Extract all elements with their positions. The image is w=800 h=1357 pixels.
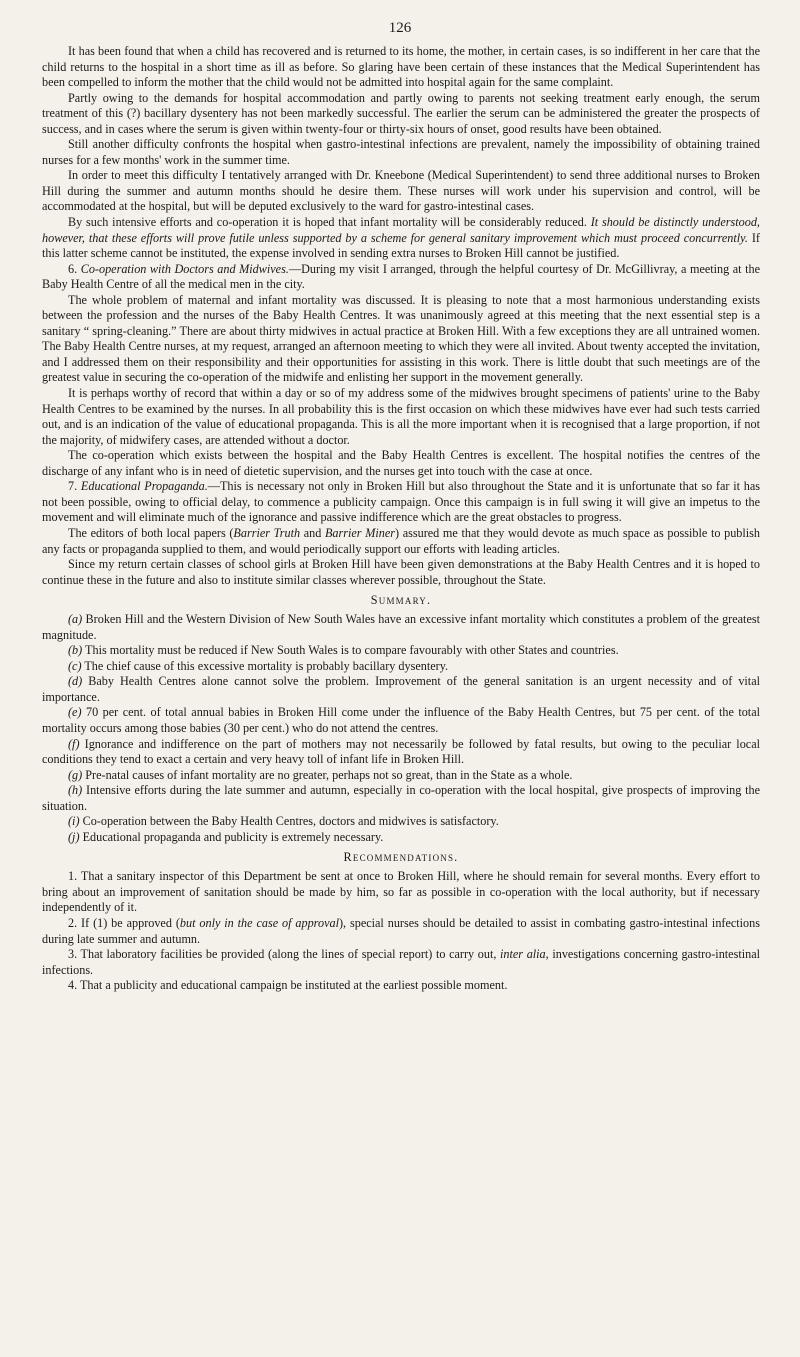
summary-item xyxy=(42,783,760,814)
summary-item xyxy=(42,674,760,705)
recommendations-list xyxy=(42,869,760,993)
paragraph-serum-treatment: Partly owing to the demands for hospital accommodation and partly owing to parents not seeking treatment early enough, the serum treatment of this (?) bacillary dysentery has not been markedly successful. The earlier the serum can be administered the greater the prospects of success, and in cases where the serum is given within twenty-four or thirty-six hours of onset, good results have been obtained. xyxy=(42,90,760,136)
text-segment: The editors of both local papers ( xyxy=(68,525,234,540)
item-text: Baby Health Centres alone cannot solve the problem. Improvement of the general sanitation is an urgent necessity and of vital importance. xyxy=(42,674,760,704)
item-text: Pre-natal causes of infant mortality are no greater, perhaps not so great, than in the State as a whole. xyxy=(82,767,573,782)
text-segment: ) assured me that they would devote as much space as possible to publish any facts or propaganda supplied to them, and would periodically support our efforts with leading articles. xyxy=(42,525,760,556)
paragraph-local-papers xyxy=(42,526,760,557)
item-text: Intensive efforts during the late summer and autumn, especially in co-operation with the local hospital, give prospects of improving the situation. xyxy=(42,783,760,813)
summary-item xyxy=(42,768,760,784)
item-text: The chief cause of this excessive mortality is probably bacillary dysentery. xyxy=(81,658,449,673)
recommendation-item xyxy=(42,947,760,978)
item-text: Broken Hill and the Western Division of New South Wales have an excessive infant mortality which constitutes a problem of the greatest magnitude. xyxy=(42,612,760,642)
page-number: 126 xyxy=(388,20,412,36)
summary-item xyxy=(42,737,760,768)
section-title: Co-operation with Doctors and Midwives. xyxy=(80,261,289,276)
item-label: (e) xyxy=(68,705,82,720)
paragraph-midwives-specimens: It is perhaps worthy of record that within a day or so of my address some of the midwives brought specimens of patients' urine to the Baby Health Centres to be examined by the nurses. In all probability this is the first occasion on which these midwives have ever had such tests carried out, and is an indication of the value of educational propaganda. This is all the more important when it is recognised that a large proportion, if not the majority, of midwifery cases, are attended without a doctor. xyxy=(42,386,760,447)
summary-item xyxy=(42,814,760,830)
item-label: (c) xyxy=(68,658,82,673)
summary-item xyxy=(42,659,760,675)
paragraph-nurse-difficulty: Still another difficulty confronts the hospital when gastro-intestinal infections are prevalent, namely the impossibility of obtaining trained nurses for a few months' work in the summer time. xyxy=(42,137,760,167)
item-label: (b) xyxy=(68,643,83,658)
section-number: 6. xyxy=(68,261,78,276)
item-label: (a) xyxy=(68,612,83,627)
text-segment: 2. If (1) be approved ( xyxy=(68,915,180,930)
text-segment: and xyxy=(300,525,325,540)
summary-heading: Summary. xyxy=(370,593,432,608)
item-label: (j) xyxy=(68,829,80,844)
emphasis-segment: inter alia xyxy=(500,947,546,962)
section-7-paragraph xyxy=(42,479,760,526)
recommendation-item xyxy=(42,916,760,947)
summary-item xyxy=(42,830,760,846)
item-text: Co-operation between the Baby Health Centres, doctors and midwives is satisfactory. xyxy=(79,814,499,829)
emphasis-segment: but only in the case of approval xyxy=(179,915,339,930)
text-segment: , investigations concerning gastro-intestinal infections. xyxy=(42,947,760,977)
summary-item xyxy=(42,612,760,643)
section-6-paragraph xyxy=(42,262,760,293)
text-segment: —During my visit I arranged, through the helpful courtesy of Dr. McGillivray, a meeting at the Baby Health Centre of all the medical men in the city. xyxy=(42,261,761,292)
item-text: 70 per cent. of total annual babies in Broken Hill come under the influence of the Baby Health Centres, but 75 per cent. of the total mortality occurs among those babies (30 per cent.) who do not attend the centres. xyxy=(42,705,760,735)
summary-item xyxy=(42,705,760,736)
item-label: (g) xyxy=(68,767,83,782)
paragraph-child-returns: It has been found that when a child has recovered and is returned to its home, the mother, in certain cases, is so indifferent in her care that the child returns to the hospital in a short time as ill as before. So glaring have been certain of these instances that the Medical Superintendent has been compelled to inform the mother that the child would not be admitted into hospital again for the same complaint. xyxy=(42,44,760,90)
text-segment: —This is necessary not only in Broken Hill but also throughout the State and it is unfortunate that so far it has not been possible, owing to official delay, to commence a publicity campaign. Once this campaign is in full swing it will give an impetus to the movement and will eliminate much of the ignorance and passive indifference which are the great obstacles to progress. xyxy=(42,479,760,525)
item-label: (f) xyxy=(68,736,80,751)
section-number: 7. xyxy=(68,479,78,494)
item-label: (h) xyxy=(68,783,83,798)
section-title: Educational Propaganda. xyxy=(80,479,208,494)
item-text: This mortality must be reduced if New South Wales is to compare favourably with other States and countries. xyxy=(82,643,619,658)
paragraph-sanitary-scheme xyxy=(42,215,760,262)
item-label: (i) xyxy=(68,814,80,829)
text-segment: 3. That laboratory facilities be provided (along the lines of special report) to carry out, xyxy=(68,947,501,962)
recommendation-item: 1. That a sanitary inspector of this Department be sent at once to Broken Hill, where he should remain for several months. Every effort to bring about an improvement of sanitation should be made by him, so far as possible in co-operation with the local authority, but if necessary independently of it. xyxy=(42,869,760,915)
paragraph-additional-nurses: In order to meet this difficulty I tentatively arranged with Dr. Kneebone (Medical Superintendent) to send three additional nurses to Broken Hill during the summer and autumn months should he desire them. These nurses will work under his supervision and control, will be accommodated at the hospital, but will be deputed exclusively to the ward for gastro-intestinal cases. xyxy=(42,168,760,214)
newspaper-name: Barrier Truth xyxy=(233,525,301,540)
text-segment: If this latter scheme cannot be instituted, the expense involved in sending extra nurses to Broken Hill cannot be justified. xyxy=(42,230,760,261)
item-text: Ignorance and indifference on the part of mothers may not necessarily be followed by fatal results, but owing to the peculiar local conditions they tend to exact a certain and very heavy toll of infant life in Broken Hill. xyxy=(42,736,760,767)
item-text: Educational propaganda and publicity is extremely necessary. xyxy=(79,829,384,844)
paragraph-school-classes: Since my return certain classes of school girls at Broken Hill have been given demonstrations at the Baby Health Centres and it is hoped to continue these in the future and also to institute similar classes wherever possible, throughout the State. xyxy=(42,557,760,587)
emphasis-segment: It should be distinctly understood, however, that these efforts will prove futile unless supported by a scheme for general sanitary improvement which must proceed concurrently. xyxy=(42,215,760,245)
item-label: (d) xyxy=(68,674,83,689)
newspaper-name: Barrier Miner xyxy=(324,525,395,540)
paragraph-maternal-mortality: The whole problem of maternal and infant mortality was discussed. It is pleasing to note that a most harmonious understanding exists between the profession and the nurses of the Baby Health Centres. It was unanimously agreed at this meeting that the next essential step is a sanitary “ spring-cleaning.” There are about thirty midwives in actual practice at Broken Hill. With a few exceptions they are all untrained women. The Baby Health Centre nurses, at my request, arranged an afternoon meeting to which they were all invited. About twenty accepted the invitation, and I addressed them on their responsibility and their opportunities for assisting in this work. There is little doubt that such meetings are of the greatest value in securing the co-operation of the midwife and enlisting her support in the movement generally. xyxy=(42,292,760,385)
summary-item xyxy=(42,643,760,659)
recommendations-heading: Recommendations. xyxy=(343,850,459,865)
paragraph-hospital-cooperation: The co-operation which exists between the hospital and the Baby Health Centres is excellent. The hospital notifies the centres of the discharge of any infant who is in need of dietetic supervision, and the nurses get into touch with the case at once. xyxy=(42,448,760,478)
text-segment: ), special nurses should be detailed to assist in combating gastro-intestinal infections during late summer and autumn. xyxy=(42,915,760,946)
summary-list xyxy=(42,612,760,845)
recommendation-item: 4. That a publicity and educational campaign be instituted at the earliest possible moment. xyxy=(68,978,508,993)
text-segment: By such intensive efforts and co-operation it is hoped that infant mortality will be considerably reduced. xyxy=(68,215,591,230)
